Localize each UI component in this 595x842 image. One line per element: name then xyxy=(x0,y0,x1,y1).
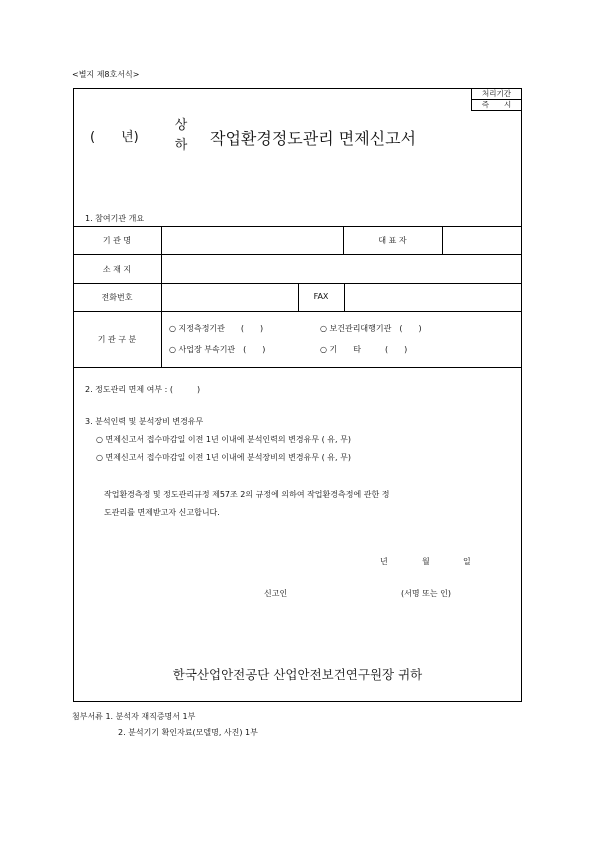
title-first-half: 상 xyxy=(174,118,188,133)
org-name-label: 기 관 명 xyxy=(102,236,132,245)
option-other[interactable]: ○ 기 타 ( ) xyxy=(320,345,408,354)
section-3-heading: 3. 분석인력 및 분석장비 변경유무 xyxy=(85,417,204,426)
statement-line-2: 도관리를 면제받고자 신고합니다. xyxy=(104,508,220,517)
table-line xyxy=(73,311,522,312)
option-workplace-affiliated[interactable]: ○ 사업장 부속기관 ( ) xyxy=(169,345,266,354)
form-code: <별지 제8호서식> xyxy=(72,70,140,79)
title-half-selector xyxy=(174,116,188,156)
page-title: 작업환경정도관리 면제신고서 xyxy=(210,129,417,148)
processing-label: 처리기간 xyxy=(472,89,522,100)
processing-value: 즉 시 xyxy=(472,100,522,111)
title-year: ( 년) xyxy=(90,130,139,145)
table-line xyxy=(73,367,522,368)
table-line xyxy=(442,226,443,254)
date-month: 월 xyxy=(422,557,430,566)
form-border xyxy=(73,88,522,702)
date-year: 년 xyxy=(380,557,388,566)
table-line xyxy=(73,226,522,227)
date-day: 일 xyxy=(463,557,471,566)
section-2-exemption: 2. 정도관리 면제 여부 : ( ) xyxy=(85,385,201,394)
section-1-heading: 1. 참여기관 개요 xyxy=(85,214,145,223)
table-line xyxy=(73,254,522,255)
table-line xyxy=(161,226,162,367)
processing-period-table xyxy=(471,88,522,111)
section-3-item-staff[interactable]: ○ 면제신고서 접수마감일 이전 1년 이내에 분석인력의 변경유무 ( 유, 무) xyxy=(96,435,351,444)
address-label: 소 재 지 xyxy=(102,265,132,274)
table-line xyxy=(344,283,345,311)
option-designated-agency[interactable]: ○ 지정측정기관 ( ) xyxy=(169,324,264,333)
fax-label: FAX xyxy=(313,292,329,301)
option-health-management-agency[interactable]: ○ 보건관리대행기관 ( ) xyxy=(320,324,422,333)
statement-line-1: 작업환경측정 및 정도관리규정 제57조 2의 규정에 의하여 작업환경측정에 관한 정 xyxy=(104,490,390,499)
signature-label: (서명 또는 인) xyxy=(401,589,451,598)
reporter-label: 신고인 xyxy=(264,589,288,598)
representative-label: 대 표 자 xyxy=(378,236,407,245)
attachment-2: 2. 분석기기 확인자료(모델명, 사진) 1부 xyxy=(118,728,258,737)
attachment-1: 첨부서류 1. 분석자 재직증명서 1부 xyxy=(72,712,196,721)
section-3-item-equipment[interactable]: ○ 면제신고서 접수마감일 이전 1년 이내에 분석장비의 변경유무 ( 유, 무) xyxy=(96,453,351,462)
title-second-half: 하 xyxy=(174,138,188,153)
recipient-agency: 한국산업안전공단 산업안전보건연구원장 귀하 xyxy=(172,667,423,682)
org-type-label: 기 관 구 분 xyxy=(97,335,137,344)
phone-label: 전화번호 xyxy=(101,293,133,302)
